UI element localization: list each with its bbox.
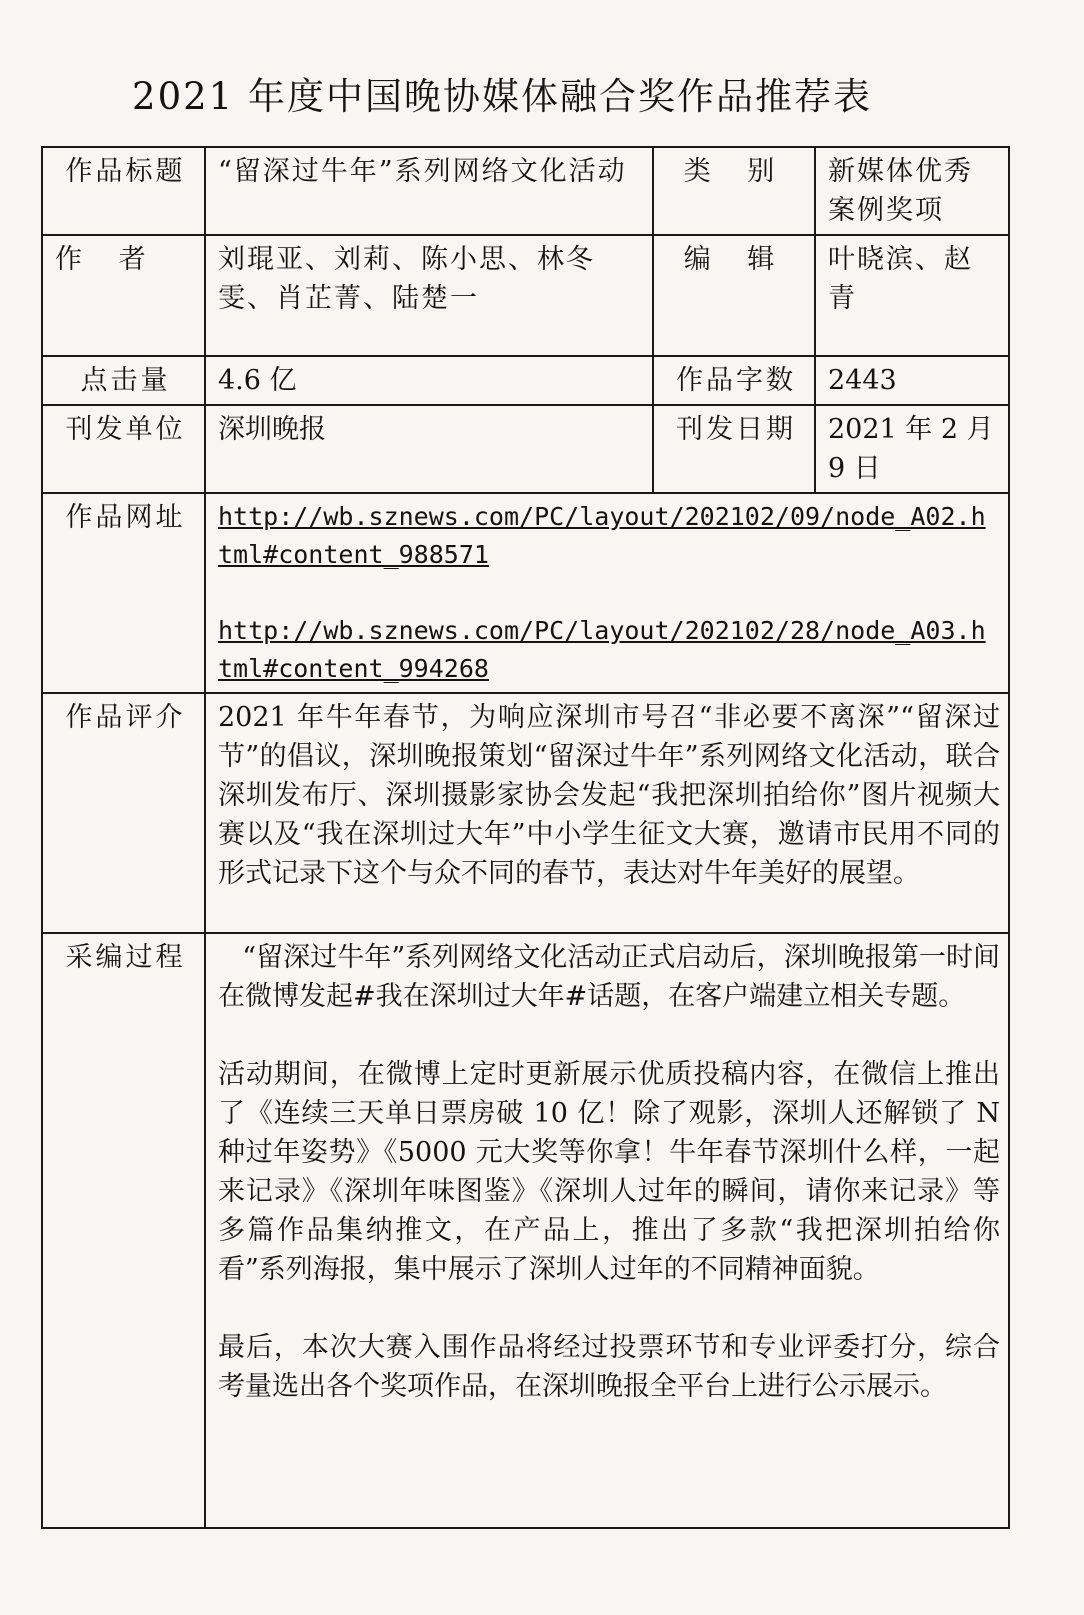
label-work-title: 作品标题: [42, 147, 205, 235]
value-url: [205, 493, 1009, 693]
row-evaluation: [42, 693, 1009, 933]
row-publisher: [42, 405, 1009, 493]
label-category: 类 别: [653, 147, 815, 235]
value-evaluation: [205, 693, 1009, 933]
label-publisher: 刊发单位: [42, 405, 205, 493]
row-process: [42, 933, 1009, 1528]
process-paragraph-2: 活动期间，在微博上定时更新展示优质投稿内容，在微信上推出了《连续三天单日票房破 10 亿！除了观影，深圳人还解锁了 N 种过年姿势》《5000 元大奖等你拿！牛年春节深圳什么样，一起来记录》《深圳年味图鉴》《深圳人过年的瞬间，请你来记录》等多篇作品集纳推文，在产品上，推出了多款“我把深圳拍给你看”系列海报，集中展示了深圳人过年的不同精神面貌。: [218, 1059, 1000, 1285]
value-clicks: 4.6 亿: [205, 356, 653, 405]
label-author: 作 者: [42, 235, 205, 356]
label-editor: 编 辑: [653, 235, 815, 356]
value-category: 新媒体优秀案例奖项: [815, 147, 1009, 235]
value-process: [205, 933, 1009, 1528]
evaluation-text: 2021 年牛年春节，为响应深圳市号召“非必要不离深”“留深过节”的倡议，深圳晚报策划“留深过牛年”系列网络文化活动，联合深圳发布厅、深圳摄影家协会发起“我把深圳拍给你”图片视频大赛以及“我在深圳过大年”中小学生征文大赛，邀请市民用不同的形式记录下这个与众不同的春节，表达对牛年美好的展望。: [218, 702, 1000, 889]
value-work-title: “留深过牛年”系列网络文化活动: [205, 147, 653, 235]
work-link-1[interactable]: http://wb.sznews.com/PC/layout/202102/09/node_A02.html#content_988571: [218, 502, 986, 569]
row-work-title: [42, 147, 1009, 235]
value-word-count: 2443: [815, 356, 1009, 405]
row-clicks: [42, 356, 1009, 405]
value-publisher: 深圳晚报: [205, 405, 653, 493]
value-publish-date: 2021 年 2 月 9 日: [815, 405, 1009, 493]
value-editor: 叶晓滨、赵青: [815, 235, 1009, 356]
process-paragraph-1: “留深过牛年”系列网络文化活动正式启动后，深圳晚报第一时间在微博发起#我在深圳过大年#话题，在客户端建立相关专题。: [218, 942, 1000, 1012]
recommendation-form-table: [41, 146, 1010, 1529]
label-clicks: 点击量: [42, 356, 205, 405]
document-title: 2021 年度中国晚协媒体融合奖作品推荐表: [132, 75, 872, 118]
process-paragraph-3: 最后，本次大赛入围作品将经过投票环节和专业评委打分，综合考量选出各个奖项作品，在深圳晚报全平台上进行公示展示。: [218, 1332, 1000, 1402]
label-word-count: 作品字数: [653, 356, 815, 405]
label-publish-date: 刊发日期: [653, 405, 815, 493]
label-evaluation: 作品评介: [42, 693, 205, 933]
value-author: 刘琨亚、刘莉、陈小思、林冬雯、肖芷菁、陆楚一: [205, 235, 653, 356]
row-url: [42, 493, 1009, 693]
label-url: 作品网址: [42, 493, 205, 693]
row-author: [42, 235, 1009, 356]
label-process: 采编过程: [42, 933, 205, 1528]
work-link-2[interactable]: http://wb.sznews.com/PC/layout/202102/28/node_A03.html#content_994268: [218, 616, 986, 683]
